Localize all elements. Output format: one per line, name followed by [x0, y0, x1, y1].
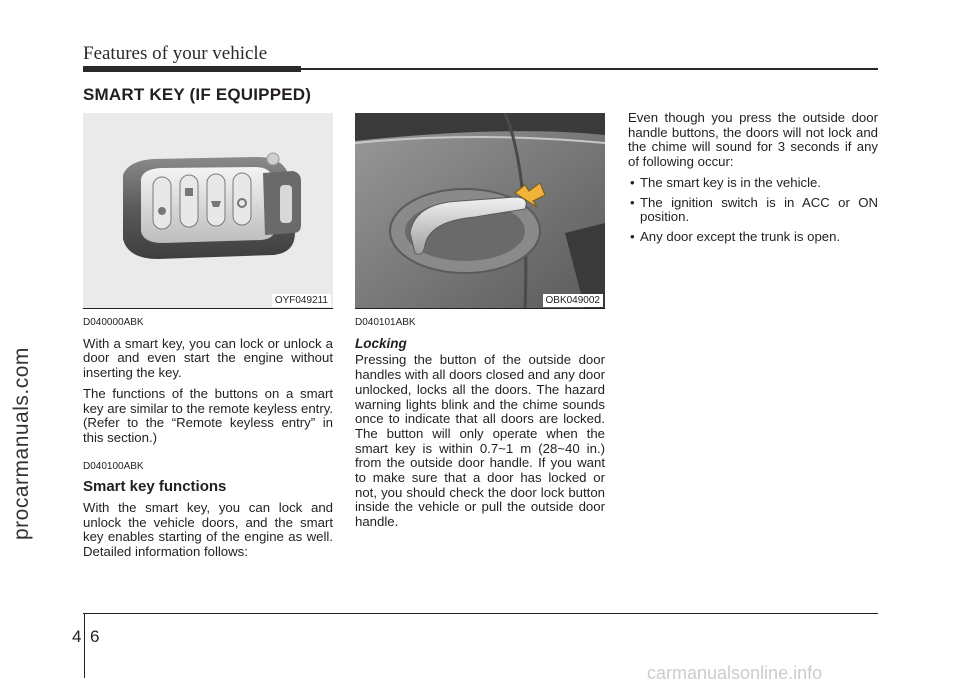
footer-rule-vertical — [84, 613, 85, 678]
figure-line — [83, 308, 333, 309]
bullet-icon: • — [630, 174, 635, 190]
sub-heading-smart-key-functions: Smart key functions — [83, 478, 227, 496]
header-rule-thick — [83, 66, 301, 72]
list-item — [628, 230, 878, 245]
list-item — [628, 176, 878, 191]
list-item — [628, 196, 878, 225]
column-1 — [83, 316, 333, 566]
page-header-title: Features of your vehicle — [83, 43, 268, 64]
watermark-bottom: carmanualsonline.info — [647, 663, 823, 683]
header-rule-thin — [300, 68, 878, 70]
door-handle-figure — [355, 113, 605, 309]
doc-code: D040000ABK — [83, 317, 144, 328]
sub-heading-locking: Locking — [355, 335, 407, 351]
figure-caption: OYF049211 — [272, 294, 331, 307]
section-title: SMART KEY (IF EQUIPPED) — [83, 85, 312, 104]
column-3 — [628, 111, 878, 250]
paragraph: Even though you press the outside door handle buttons, the doors will not lock and the chime will sound for 3 seconds if any of following occur: — [628, 110, 878, 170]
paragraph: The functions of the buttons on a smart key are similar to the remote keyless entry. (Refer to the “Remote keyless entry” in this section.) — [83, 385, 333, 445]
smart-key-figure — [83, 113, 333, 309]
bullet-icon: • — [630, 228, 635, 244]
bullet-list — [628, 176, 878, 245]
figure-caption: OBK049002 — [543, 294, 604, 307]
footer-rule-horizontal — [83, 613, 878, 614]
paragraph: Pressing the button of the outside door handles with all doors closed and any door unlocked, locks all the doors. The hazard warning lights blink and the chime sounds once to indicate that all doors are locked. The button will only operate when the smart key is within 0.7~1 m (28~40 in.) from the outside door handle. If you want to make sure that a door has locked or not, you should check the door lock button inside the vehicle or pull the outside door handle. — [355, 352, 605, 530]
list-item-text: Any door except the trunk is open. — [640, 228, 841, 244]
door-handle-illustration — [355, 113, 605, 309]
list-item-text: The smart key is in the vehicle. — [640, 174, 822, 190]
smart-key-illustration — [83, 113, 333, 309]
list-item-text: The ignition switch is in ACC or ON position. — [640, 194, 878, 225]
column-2 — [355, 316, 605, 536]
doc-code: D040100ABK — [83, 460, 144, 472]
bullet-icon: • — [630, 194, 635, 210]
watermark-left: procarmanuals.com — [10, 347, 33, 540]
paragraph: With the smart key, you can lock and unlock the vehicle doors, and the smart key enables starting of the engine as well. Detailed information follows: — [83, 500, 333, 560]
doc-code: D040101ABK — [355, 317, 416, 328]
page-number: 6 — [90, 627, 100, 646]
figure-line — [355, 308, 605, 309]
chapter-number: 4 — [72, 627, 82, 646]
paragraph: With a smart key, you can lock or unlock a door and even start the engine without inserting the key. — [83, 335, 333, 381]
